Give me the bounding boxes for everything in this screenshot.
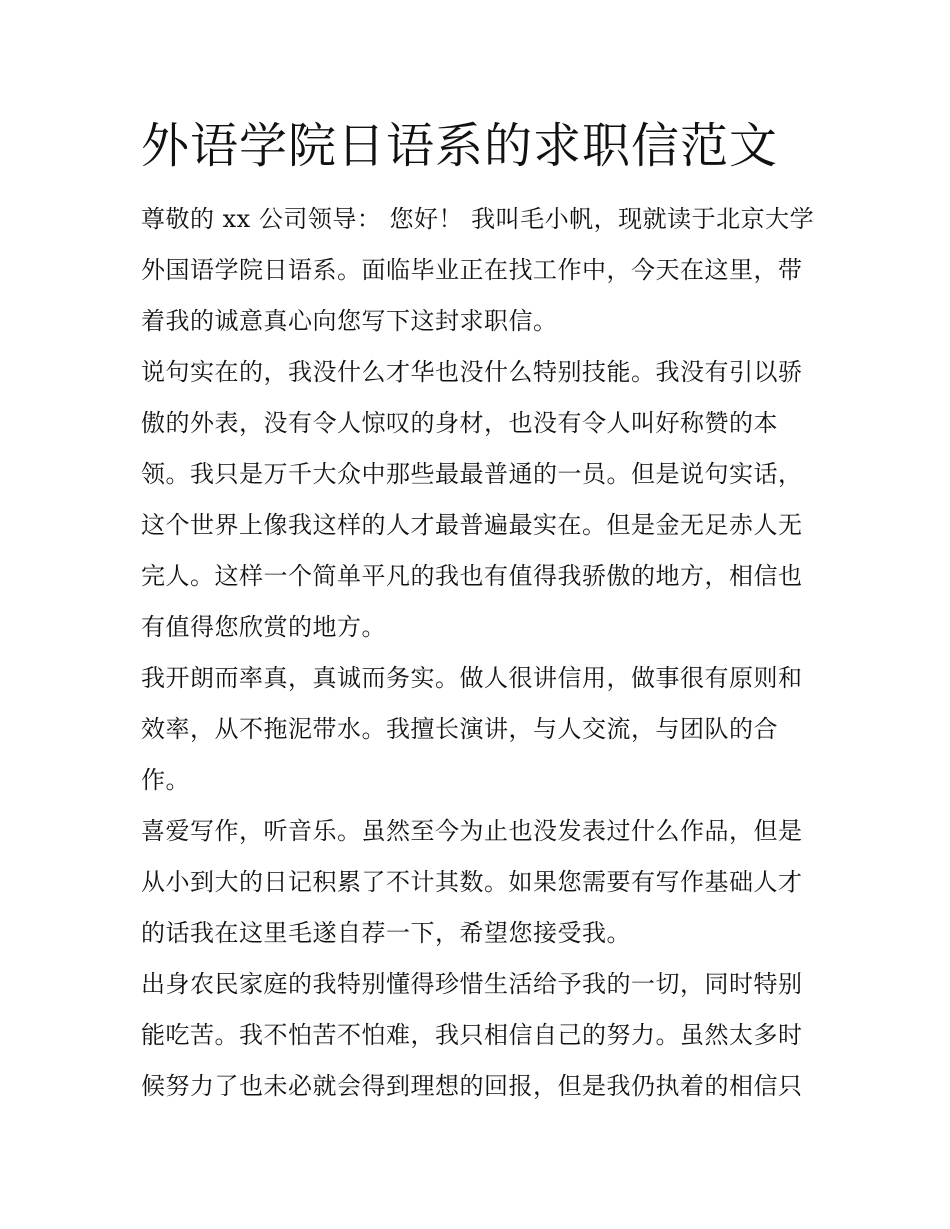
text-line: 外国语学院日语系。面临毕业正在找工作中，今天在这里，带 bbox=[141, 256, 803, 284]
paragraph-greeting bbox=[141, 194, 813, 347]
text-line: 傲的外表，没有令人惊叹的身材，也没有令人叫好称赞的本 bbox=[141, 409, 778, 437]
text-line: 的话我在这里毛遂自荐一下，希望您接受我。 bbox=[141, 919, 631, 947]
paragraph-personality bbox=[141, 653, 813, 806]
paragraph-background bbox=[141, 959, 813, 1112]
text-line: 着我的诚意真心向您写下这封求职信。 bbox=[141, 307, 558, 335]
text-line: 出身农民家庭的我特别懂得珍惜生活给予我的一切，同时特别 bbox=[141, 970, 803, 998]
text-line: 能吃苦。我不怕苦不怕难，我只相信自己的努力。虽然太多时 bbox=[141, 1021, 803, 1049]
text-line: 领。我只是万千大众中那些最最普通的一员。但是说句实话， bbox=[141, 460, 803, 488]
text-line: 作。 bbox=[141, 766, 190, 794]
text-line: 尊敬的 xx 公司领导： 您好！ 我叫毛小帆，现就读于北京大学 bbox=[141, 205, 815, 233]
page-title: 外语学院日语系的求职信范文 bbox=[141, 118, 779, 174]
paragraph-hobbies bbox=[141, 806, 813, 959]
text-line: 这个世界上像我这样的人才最普遍最实在。但是金无足赤人无 bbox=[141, 511, 803, 539]
text-line: 有值得您欣赏的地方。 bbox=[141, 613, 386, 641]
text-line: 完人。这样一个简单平凡的我也有值得我骄傲的地方，相信也 bbox=[141, 562, 803, 590]
text-line: 说句实在的，我没什么才华也没什么特别技能。我没有引以骄 bbox=[141, 358, 803, 386]
paragraph-self-description bbox=[141, 347, 813, 653]
text-line: 效率，从不拖泥带水。我擅长演讲，与人交流，与团队的合 bbox=[141, 715, 778, 743]
text-line: 我开朗而率真，真诚而务实。做人很讲信用，做事很有原则和 bbox=[141, 664, 803, 692]
document-body bbox=[141, 110, 813, 1112]
text-line: 候努力了也未必就会得到理想的回报，但是我仍执着的相信只 bbox=[141, 1072, 803, 1100]
text-line: 喜爱写作，听音乐。虽然至今为止也没发表过什么作品，但是 bbox=[141, 817, 803, 845]
text-line: 从小到大的日记积累了不计其数。如果您需要有写作基础人才 bbox=[141, 868, 803, 896]
